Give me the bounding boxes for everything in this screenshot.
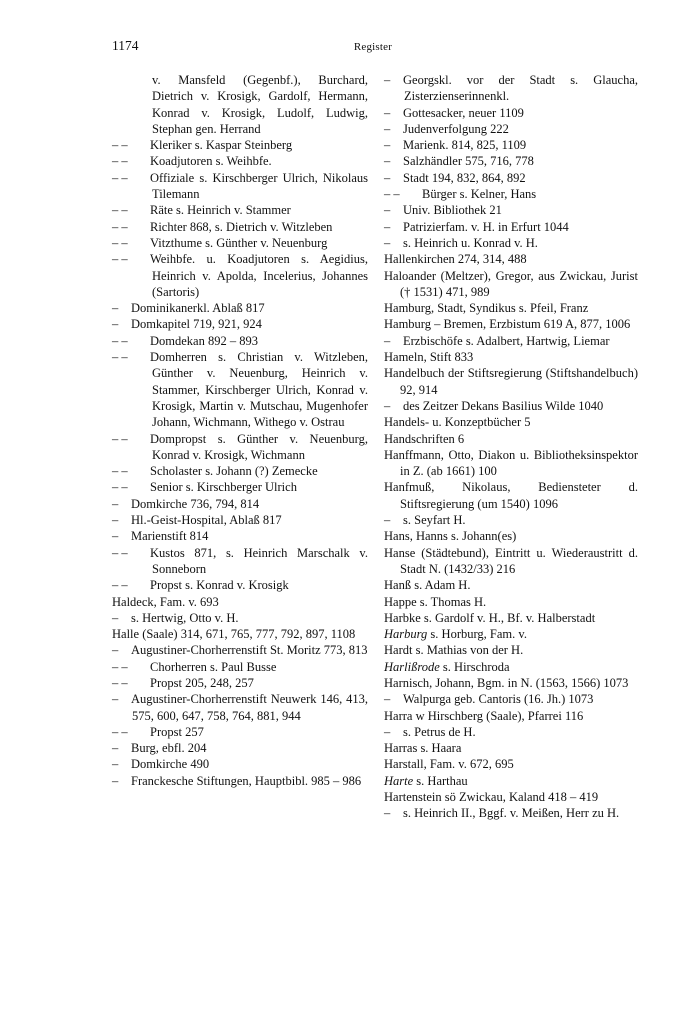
index-entry (384, 219, 638, 235)
index-entry (112, 659, 368, 675)
index-entry-dash-prefix: – – (112, 219, 128, 234)
index-entry (384, 626, 638, 642)
index-entry-dash-prefix: – (384, 398, 391, 413)
index-entry-dash-prefix: – – (112, 675, 128, 690)
index-entry-dash-prefix: – – (112, 464, 128, 479)
index-entry-dash-prefix: – (384, 219, 391, 234)
index-entry-text: Koadjutoren s. Weihbfe. (150, 154, 272, 169)
index-entry-text: Harnisch, Johann, Bgm. in N. (1563, 1566) 1073 (384, 675, 629, 690)
index-entry-text: Judenverfolgung 222 (403, 121, 509, 136)
index-entry (112, 219, 368, 235)
index-entry-text: Hanse (Städtebund), Eintritt u. Wiederaustritt d. Stadt N. (1432/33) 216 (384, 545, 638, 576)
index-entry-text: Scholaster s. Johann (?) Zemecke (150, 464, 318, 479)
index-entry-head: Harte (384, 773, 414, 788)
index-entry (384, 251, 638, 267)
index-entry-text: Walpurga geb. Cantoris (16. Jh.) 1073 (403, 692, 594, 707)
index-entry (112, 300, 368, 316)
index-entry (384, 594, 638, 610)
index-entry-dash-prefix: – – (112, 138, 128, 153)
index-entry-text: Georgskl. vor der Stadt s. Glaucha, Zisterzienserinnenkl. (403, 73, 638, 104)
index-entry-text: Hartenstein sö Zwickau, Kaland 418 – 419 (384, 790, 599, 805)
index-column-right (384, 72, 638, 822)
index-entry-text: Handels- u. Konzeptbücher 5 (384, 415, 531, 430)
index-entry-text: Domdekan 892 – 893 (150, 333, 258, 348)
index-entry (384, 805, 638, 821)
index-entry-text: Hardt s. Mathias von der H. (384, 643, 524, 658)
index-entry-text: Erzbischöfe s. Adalbert, Hartwig, Liemar (403, 333, 610, 348)
index-entry-dash-prefix: – (112, 301, 119, 316)
index-entry-text: Univ. Bibliothek 21 (403, 203, 502, 218)
index-entry-text: Kustos 871, s. Heinrich Marschalk v. Sonneborn (150, 545, 368, 576)
index-entry-text: s. Seyfart H. (403, 513, 466, 528)
index-entry-dash-prefix: – (384, 203, 391, 218)
index-entry-text: Hanffmann, Otto, Diakon u. Bibliotheksinspektor in Z. (ab 1661) 100 (384, 447, 638, 479)
index-entry-text: des Zeitzer Dekans Basilius Wilde 1040 (403, 398, 604, 413)
index-entry (384, 708, 638, 724)
index-entry (112, 773, 368, 789)
index-entry (112, 496, 368, 512)
index-entry-dash-prefix: – (112, 773, 119, 788)
index-entry (112, 512, 368, 528)
index-entry (112, 545, 368, 578)
index-entry (112, 333, 368, 349)
index-entry-text: Salzhändler 575, 716, 778 (403, 154, 534, 169)
index-entry (384, 675, 638, 691)
index-entry-text: Hanß s. Adam H. (384, 578, 471, 593)
index-entry-text: Marienk. 814, 825, 1109 (403, 138, 527, 153)
index-entry (384, 333, 638, 349)
index-entry (384, 545, 638, 578)
index-entry-dash-prefix: – – (112, 545, 128, 560)
index-entry-text: Hamburg, Stadt, Syndikus s. Pfeil, Franz (384, 301, 589, 316)
index-entry (384, 740, 638, 756)
index-entry-text: s. Heinrich II., Bggf. v. Meißen, Herr zu H. (403, 806, 620, 821)
index-entry-text: Hamburg – Bremen, Erzbistum 619 A, 877, 1006 (384, 317, 631, 332)
index-entry (112, 528, 368, 544)
index-entry-text: Augustiner-Chorherrenstift Neuwerk 146, 413, 575, 600, 647, 758, 764, 881, 944 (131, 692, 368, 723)
index-entry-dash-prefix: – – (112, 170, 128, 185)
index-entry (112, 691, 368, 724)
index-entry-text: Harra w Hirschberg (Saale), Pfarrei 116 (384, 708, 584, 723)
running-head: Register (353, 41, 393, 53)
index-entry (384, 398, 638, 414)
index-entry-text: s. Heinrich u. Konrad v. H. (403, 235, 538, 250)
index-entry-text: s. Hertwig, Otto v. H. (131, 610, 239, 625)
index-entry-dash-prefix: – (112, 610, 119, 625)
index-entry (112, 137, 368, 153)
index-entry-text: Domkirche 736, 794, 814 (131, 496, 260, 511)
index-entry (112, 251, 368, 300)
index-entry (384, 153, 638, 169)
index-entry-dash-prefix: – – (112, 252, 128, 267)
index-entry (112, 642, 368, 658)
index-entry-text: Happe s. Thomas H. (384, 594, 487, 609)
index-entry (112, 724, 368, 740)
index-entry-head: Harlißrode (384, 659, 440, 674)
index-entry-dash-prefix: – (384, 121, 391, 136)
index-entry-text: Dominikanerkl. Ablaß 817 (131, 301, 265, 316)
index-entry (384, 170, 638, 186)
index-entry (112, 610, 368, 626)
index-entry (384, 479, 638, 512)
index-entry (384, 268, 638, 301)
index-entry (384, 202, 638, 218)
index-entry-text: s. Horburg, Fam. v. (430, 627, 527, 642)
index-entry (112, 72, 368, 137)
index-entry (384, 773, 638, 789)
index-entry (384, 349, 638, 365)
index-entry (112, 675, 368, 691)
index-entry-dash-prefix: – (384, 692, 391, 707)
index-entry (384, 512, 638, 528)
index-entry-dash-prefix: – (112, 317, 119, 332)
index-entry-text: Hl.-Geist-Hospital, Ablaß 817 (131, 513, 282, 528)
index-entry-dash-prefix: – (384, 235, 391, 250)
index-entry (384, 528, 638, 544)
index-entry-text: Domkirche 490 (131, 757, 210, 772)
page-number: 1174 (112, 38, 139, 53)
index-entry-dash-prefix: – (384, 73, 391, 87)
index-entry (112, 235, 368, 251)
index-entry (384, 577, 638, 593)
index-entry-dash-prefix: – – (112, 154, 128, 169)
index-entry-dash-prefix: – (384, 806, 391, 821)
index-entry-text: Bürger s. Kelner, Hans (422, 187, 537, 202)
index-entry-text: Räte s. Heinrich v. Stammer (150, 203, 291, 218)
index-entry-text: Hans, Hanns s. Johann(es) (384, 529, 517, 544)
index-entry-dash-prefix: – (112, 496, 119, 511)
index-entry-dash-prefix: – (384, 724, 391, 739)
index-entry-dash-prefix: – – (112, 235, 128, 250)
index-entry-text: Augustiner-Chorherrenstift St. Moritz 773, 813 (131, 643, 368, 658)
index-entry-dash-prefix: – – (112, 578, 128, 593)
index-entry (384, 431, 638, 447)
index-entry (384, 642, 638, 658)
index-entry-dash-prefix: – – (112, 203, 128, 218)
index-entry (384, 72, 638, 105)
index-entry-dash-prefix: – (112, 643, 119, 658)
index-entry-text: Handelbuch der Stiftsregierung (Stiftshandelbuch) 92, 914 (384, 366, 638, 397)
index-column-left (112, 72, 368, 789)
index-entry-dash-prefix: – – (112, 431, 128, 446)
index-entry-text: Franckesche Stiftungen, Hauptbibl. 985 – 986 (131, 773, 362, 788)
index-entry-text: Domherren s. Christian v. Witzleben, Günther v. Neuenburg, Heinrich v. Stammer, Kirschberger Ulrich, Konrad v. Krosigk, Martin v. Mutschau, Mugenhofer Johann, Wichmann, Withego v. Ostrau (150, 350, 368, 430)
index-entry-text: Weihbfe. u. Koadjutoren s. Aegidius, Heinrich v. Apolda, Incelerius, Johannes (Sartoris) (150, 252, 368, 299)
index-entry (384, 300, 638, 316)
index-entry-dash-prefix: – (384, 154, 391, 169)
index-entry-text: s. Petrus de H. (403, 724, 476, 739)
index-entry-dash-prefix: – (384, 513, 391, 528)
index-entry (384, 724, 638, 740)
index-entry (112, 153, 368, 169)
index-entry-dash-prefix: – (112, 757, 119, 772)
index-entry (112, 316, 368, 332)
index-entry-dash-prefix: – – (384, 187, 400, 202)
index-entry-dash-prefix: – (384, 333, 391, 348)
index-entry (112, 170, 368, 203)
index-entry (384, 137, 638, 153)
index-entry-text: Senior s. Kirschberger Ulrich (150, 480, 297, 495)
index-entry-text: s. Harthau (416, 773, 468, 788)
index-entry (112, 202, 368, 218)
index-entry (112, 626, 368, 642)
index-entry-text: Propst 257 (150, 724, 204, 739)
index-entry-dash-prefix: – – (112, 480, 128, 495)
index-entry (384, 659, 638, 675)
index-entry-text: Kleriker s. Kaspar Steinberg (150, 138, 293, 153)
index-entry-text: Harbke s. Gardolf v. H., Bf. v. Halberstadt (384, 610, 596, 625)
index-entry (112, 463, 368, 479)
index-entry-dash-prefix: – (384, 138, 391, 153)
index-entry (112, 479, 368, 495)
index-entry-dash-prefix: – – (112, 333, 128, 348)
index-entry-dash-prefix: – (112, 692, 119, 707)
index-entry-text: Offiziale s. Kirschberger Ulrich, Nikolaus Tilemann (150, 170, 368, 202)
index-entry-dash-prefix: – – (112, 659, 128, 674)
index-entry-text: Propst 205, 248, 257 (150, 675, 254, 690)
index-entry (384, 121, 638, 137)
index-entry (384, 610, 638, 626)
index-entry-head: Harburg (384, 627, 428, 642)
index-entry-text: Stadt 194, 832, 864, 892 (403, 170, 526, 185)
index-entry (112, 577, 368, 593)
index-entry-text: Propst s. Konrad v. Krosigk (150, 578, 289, 593)
index-entry-text: Halle (Saale) 314, 671, 765, 777, 792, 897, 1108 (112, 627, 356, 642)
index-entry-dash-prefix: – (112, 529, 119, 544)
index-entry-text: Handschriften 6 (384, 431, 465, 446)
index-entry-text: s. Hirschroda (442, 659, 510, 674)
index-entry-text: Vitzthume s. Günther v. Neuenburg (150, 235, 328, 250)
index-entry-dash-prefix: – – (112, 350, 128, 365)
index-entry (112, 431, 368, 464)
index-entry-text: Hameln, Stift 833 (384, 350, 474, 365)
index-entry-text: Harras s. Haara (384, 741, 462, 756)
index-entry (384, 105, 638, 121)
index-entry (384, 447, 638, 480)
index-entry-text: Hanfmuß, Nikolaus, Bediensteter d. Stiftsregierung (um 1540) 1096 (384, 480, 638, 511)
page-header (112, 38, 634, 58)
index-entry (384, 691, 638, 707)
index-entry-text: Burg, ebfl. 204 (131, 741, 207, 756)
index-entry (112, 740, 368, 756)
index-entry-text: Richter 868, s. Dietrich v. Witzleben (150, 219, 333, 234)
index-entry-text: Hallenkirchen 274, 314, 488 (384, 252, 527, 267)
index-entry (384, 365, 638, 398)
index-entry-dash-prefix: – (112, 513, 119, 528)
index-entry-dash-prefix: – (384, 105, 391, 120)
index-entry-text: Dompropst s. Günther v. Neuenburg, Konrad v. Krosigk, Wichmann (150, 431, 368, 462)
index-entry (112, 349, 368, 430)
index-entry (384, 756, 638, 772)
index-entry (384, 316, 638, 332)
index-entry-dash-prefix: – – (112, 724, 128, 739)
index-entry-text: Marienstift 814 (131, 529, 209, 544)
index-entry (384, 414, 638, 430)
index-entry-dash-prefix: – (112, 741, 119, 756)
index-entry (112, 594, 368, 610)
index-entry (384, 186, 638, 202)
index-entry-text: Haloander (Meltzer), Gregor, aus Zwickau, Jurist († 1531) 471, 989 (384, 268, 638, 299)
index-entry-text: Gottesacker, neuer 1109 (403, 105, 524, 120)
index-entry-text: Haldeck, Fam. v. 693 (112, 594, 219, 609)
index-entry-text: Patrizierfam. v. H. in Erfurt 1044 (403, 219, 569, 234)
index-entry-text: v. Mansfeld (Gegenbf.), Burchard, Dietrich v. Krosigk, Gardolf, Hermann, Konrad v. Krosigk, Ludolf, Ludwig, Stephan gen. Herrand (152, 73, 368, 136)
index-entry (112, 756, 368, 772)
index-entry (384, 235, 638, 251)
index-entry-text: Harstall, Fam. v. 672, 695 (384, 757, 514, 772)
index-entry-text: Chorherren s. Paul Busse (150, 659, 277, 674)
index-entry-dash-prefix: – (384, 170, 391, 185)
index-entry-text: Domkapitel 719, 921, 924 (131, 317, 262, 332)
index-entry (384, 789, 638, 805)
